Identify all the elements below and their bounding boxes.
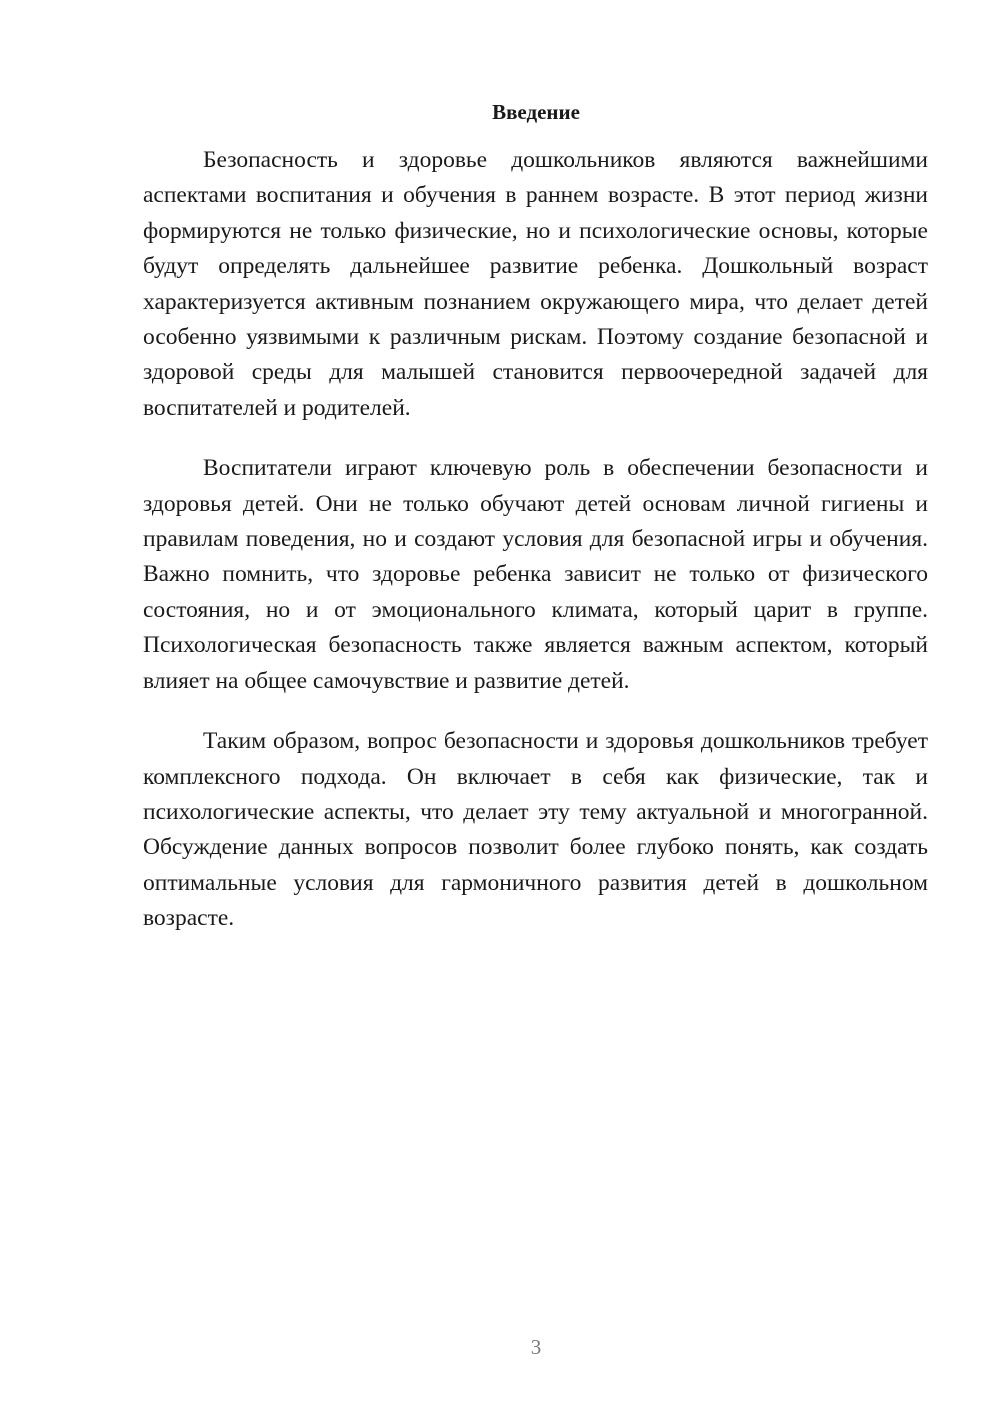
paragraph-1: Безопасность и здоровье дошкольников являются важнейшими аспектами воспитания и обучения в раннем возрасте. В этот период жизни формируются не только физические, но и психологические основы, которые будут определять дальнейшее развитие ребенка. Дошкольный возраст характеризуется активным познанием окружающего мира, что делает детей особенно уязвимыми к различным рискам. Поэтому создание безопасной и здоровой среды для малышей становится первоочередной задачей для воспитателей и родителей.	[143, 147, 928, 421]
body-text	[143, 143, 928, 962]
paragraph-3: Таким образом, вопрос безопасности и здоровья дошкольников требует комплексного подхода. Он включает в себя как физические, так и психологические аспекты, что делает эту тему актуальной и многогранной. Обсуждение данных вопросов позволит более глубоко понять, как создать оптимальные условия для гармоничного развития детей в дошкольном возрасте.	[143, 728, 928, 932]
section-title: Введение	[492, 100, 580, 124]
page-number: 3	[530, 1335, 542, 1359]
paragraph-2: Воспитатели играют ключевую роль в обеспечении безопасности и здоровья детей. Они не только обучают детей основам личной гигиены и правилам поведения, но и создают условия для безопасной игры и обучения. Важно помнить, что здоровье ребенка зависит не только от физического состояния, но и от эмоционального климата, который царит в группе. Психологическая безопасность также является важным аспектом, который влияет на общее самочувствие и развитие детей.	[143, 455, 928, 694]
